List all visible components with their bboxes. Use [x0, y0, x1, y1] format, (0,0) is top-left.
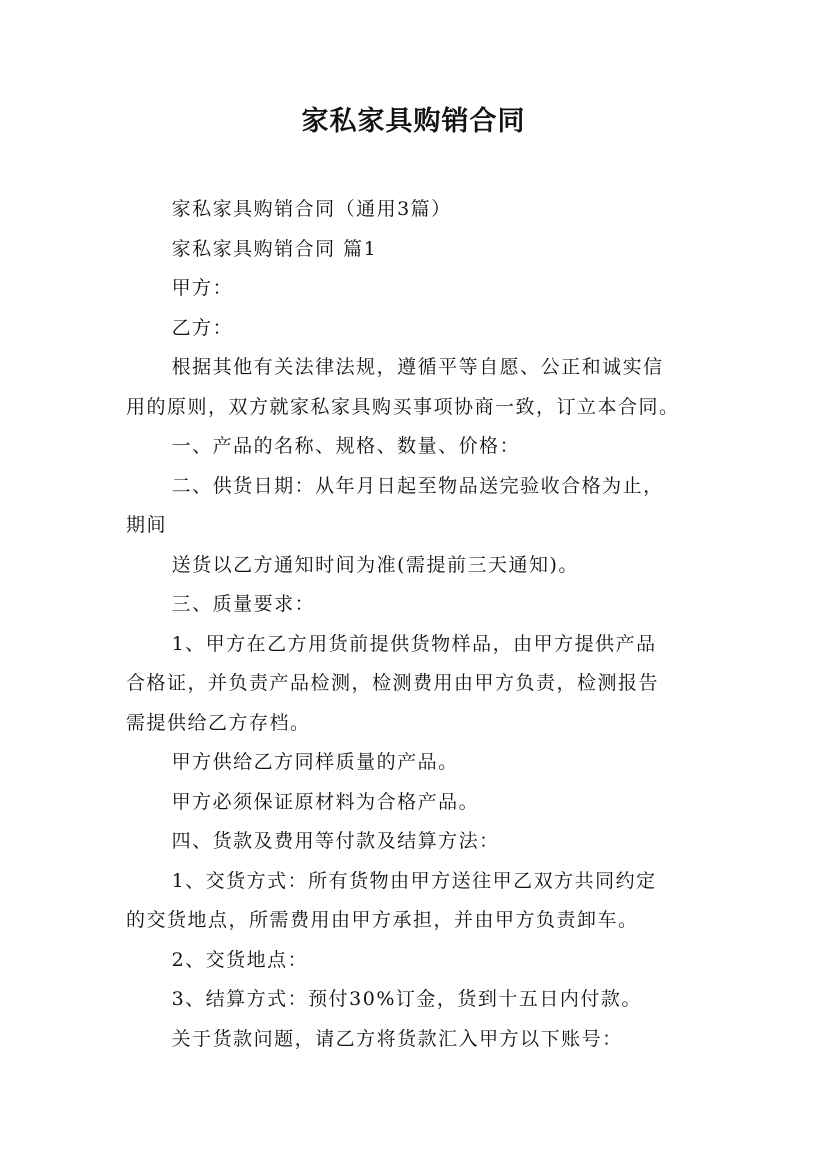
supply-date-paragraph — [126, 467, 716, 546]
text-line: 期间 — [126, 514, 168, 536]
text-line: 送货以乙方通知时间为准(需提前三天通知)。 — [171, 553, 579, 576]
text-line: 关于货款问题，请乙方将货款汇入甲方以下账号： — [171, 1027, 623, 1050]
text-line: 根据其他有关法律法规，遵循平等自愿、公正和诚实信 — [171, 356, 664, 378]
text-line: 1、交货方式：所有货物由甲方送往甲乙双方共同约定 — [171, 869, 657, 892]
text-line: 2、交货地点： — [171, 948, 309, 971]
clause-heading: 一、产品的名称、规格、数量、价格： — [171, 435, 521, 457]
subtitle-line: 家私家具购销合同（通用3篇） — [171, 198, 452, 220]
document-body — [126, 190, 716, 1059]
text-line: 需提供给乙方存档。 — [126, 711, 311, 734]
text-line: 3、结算方式：预付30%订金，货到十五日内付款。 — [171, 988, 642, 1010]
text-line: 甲方供给乙方同样质量的产品。 — [171, 751, 459, 773]
party-b-line: 乙方： — [171, 316, 234, 339]
document-title: 家私家具购销合同 — [301, 106, 526, 137]
preamble-paragraph — [126, 348, 716, 427]
text-line: 的交货地点，所需费用由甲方承担，并由甲方负责卸车。 — [126, 909, 639, 931]
delivery-method-paragraph — [126, 862, 716, 941]
party-a-line: 甲方： — [171, 277, 234, 299]
quality-paragraph — [126, 625, 716, 744]
text-line: 二、供货日期：从年月日起至物品送完验收合格为止， — [171, 474, 664, 497]
section-heading: 家私家具购销合同 篇1 — [171, 237, 378, 260]
text-line: 用的原则，双方就家私家具购买事项协商一致，订立本合同。 — [126, 395, 680, 418]
text-line: 合格证，并负责产品检测，检测费用由甲方负责，检测报告 — [126, 672, 660, 694]
text-line: 甲方必须保证原材料为合格产品。 — [171, 790, 480, 813]
text-line: 1、甲方在乙方用货前提供货物样品，由甲方提供产品 — [171, 632, 657, 655]
clause-heading: 四、货款及费用等付款及结算方法： — [171, 830, 500, 852]
clause-heading: 三、质量要求： — [171, 593, 316, 615]
